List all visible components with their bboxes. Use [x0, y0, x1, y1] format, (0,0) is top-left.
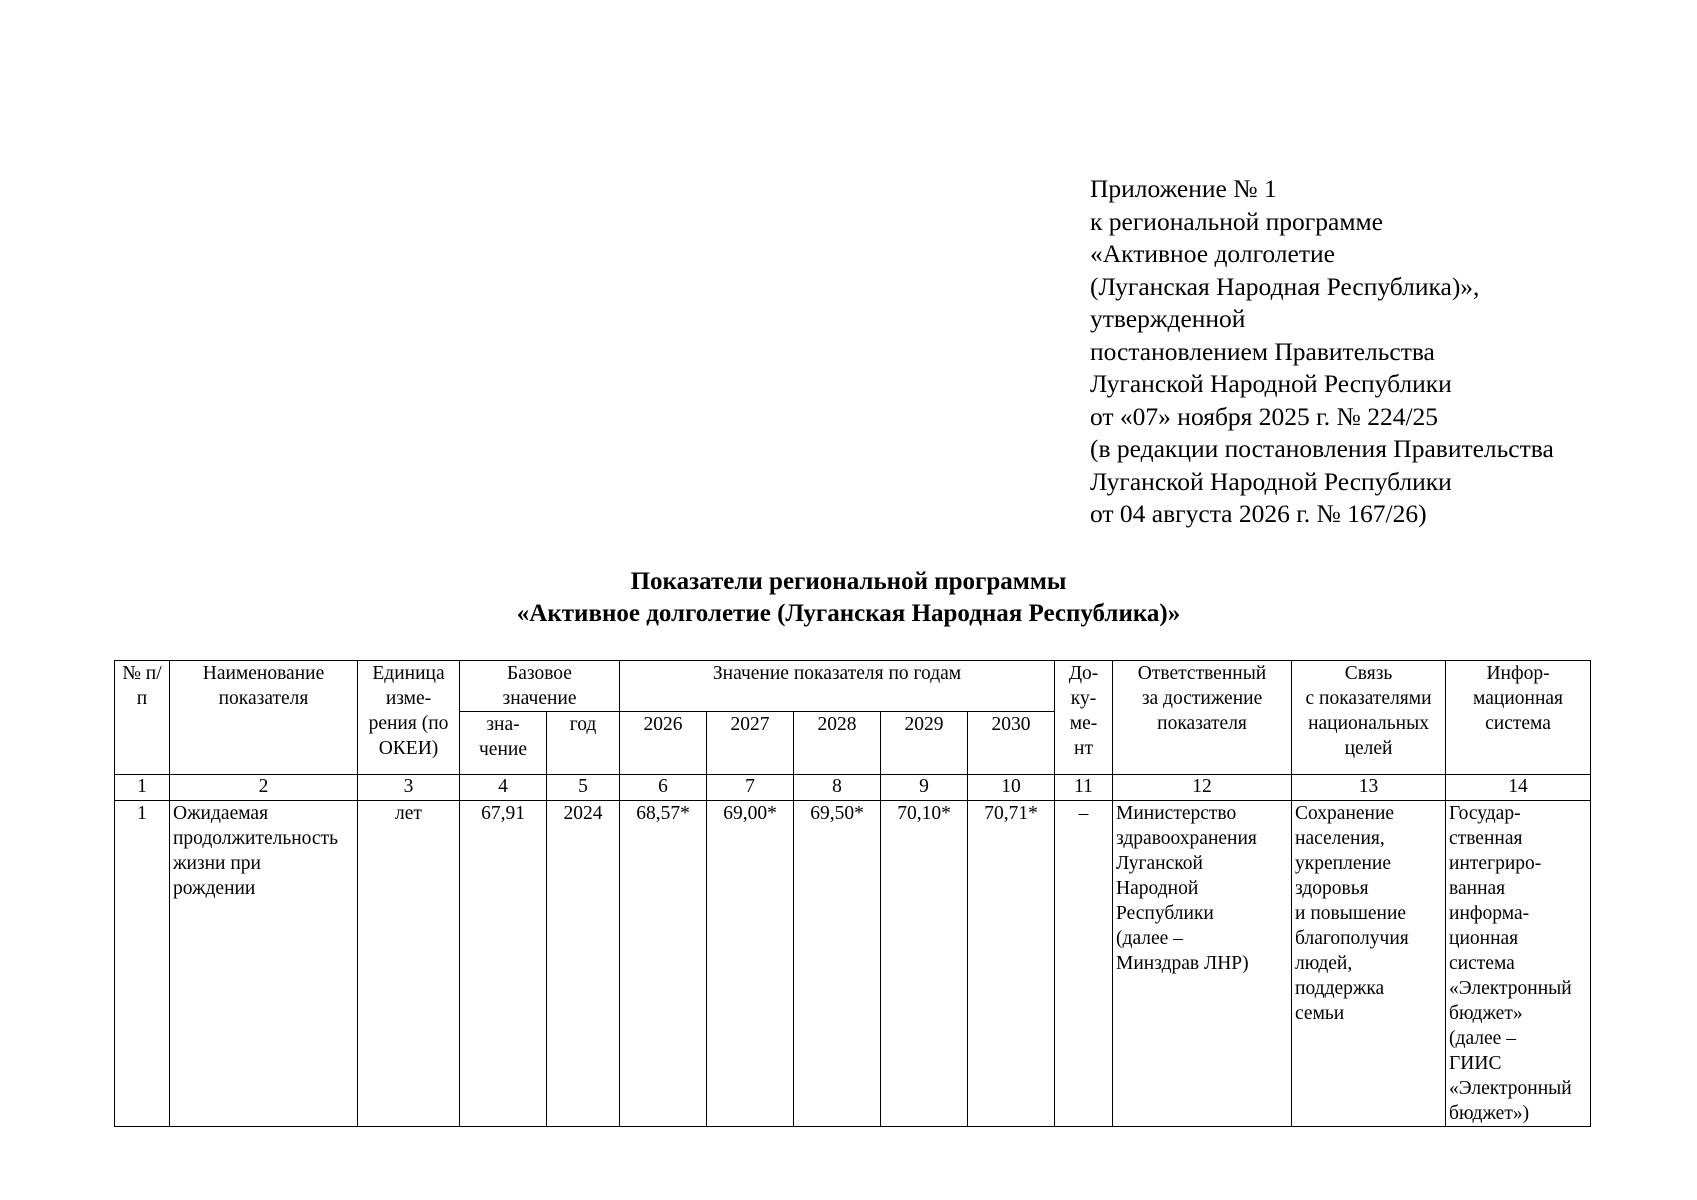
header-row-1 [115, 661, 1591, 712]
cell-value-2026: 68,57* [620, 801, 707, 1127]
document-title [0, 566, 1697, 630]
header-base: Базовое значение [460, 661, 620, 712]
cell-base-year: 2024 [547, 801, 620, 1127]
indicators-table [114, 660, 1591, 1127]
column-number: 1 [115, 775, 170, 801]
annex-line: Луганской Народной Республики [1090, 466, 1452, 496]
column-number: 13 [1292, 775, 1446, 801]
annex-line: «Активное долголетие [1090, 239, 1335, 268]
title-line-2: «Активное долголетие (Луганская Народная Республика)» [516, 600, 1181, 627]
annex-line: от «07» ноября 2025 г. № 224/25 [1090, 401, 1439, 431]
column-number: 6 [620, 775, 707, 801]
cell-num: 1 [115, 801, 170, 1127]
header-year: 2028 [794, 712, 881, 775]
header-year: 2027 [707, 712, 794, 775]
cell-responsible: Министерство здравоохранения Луганской Народной Республики (далее – Минздрав ЛНР) [1113, 801, 1292, 1127]
annex-line: (в редакции постановления Правительства [1090, 434, 1554, 463]
annex-line: от 04 августа 2026 г. № 167/26) [1090, 499, 1427, 528]
annex-line: утвержденной [1090, 304, 1246, 333]
annex-line: постановлением Правительства [1090, 336, 1435, 366]
cell-unit: лет [358, 801, 460, 1127]
annex-block [1090, 173, 1554, 531]
column-number: 8 [794, 775, 881, 801]
header-year: 2026 [620, 712, 707, 775]
header-by-years: Значение показателя по годам [620, 661, 1055, 712]
header-doc: До- ку- ме- нт [1055, 661, 1113, 775]
cell-info: Государ- ственная интегриро- ванная информа- ционная система «Электронный бюджет» (далее – ГИИС «Электронный бюджет») [1446, 801, 1591, 1127]
cell-name: Ожидаемая продолжительность жизни при рождении [170, 801, 358, 1127]
header-responsible: Ответственный за достижение показателя [1113, 661, 1292, 775]
column-numbers-row [115, 775, 1591, 801]
column-number: 12 [1113, 775, 1292, 801]
column-number: 14 [1446, 775, 1591, 801]
header-num: № п/п [115, 661, 170, 775]
table-row [115, 801, 1591, 1127]
title-line-1: Показатели региональной программы [630, 568, 1067, 595]
header-link: Связь с показателями национальных целей [1292, 661, 1446, 775]
cell-value-2028: 69,50* [794, 801, 881, 1127]
cell-value-2030: 70,71* [968, 801, 1055, 1127]
cell-doc: – [1055, 801, 1113, 1127]
column-number: 5 [547, 775, 620, 801]
cell-base-value: 67,91 [460, 801, 547, 1127]
cell-link: Сохранение населения, укрепление здоровья и повышение благополучия людей, поддержка семьи [1292, 801, 1446, 1127]
annex-line: Приложение № 1 [1090, 174, 1277, 203]
column-number: 11 [1055, 775, 1113, 801]
header-info: Инфор- мационная система [1446, 661, 1591, 775]
header-year: 2030 [968, 712, 1055, 775]
column-number: 3 [358, 775, 460, 801]
column-number: 4 [460, 775, 547, 801]
header-name: Наименование показателя [170, 661, 358, 775]
annex-line: к региональной программе [1090, 206, 1383, 236]
column-number: 9 [881, 775, 968, 801]
header-year: 2029 [881, 712, 968, 775]
header-unit: Единица изме- рения (по ОКЕИ) [358, 661, 460, 775]
column-number: 7 [707, 775, 794, 801]
annex-line: (Луганская Народная Республика)», [1090, 271, 1480, 301]
cell-value-2027: 69,00* [707, 801, 794, 1127]
header-base-year: год [547, 712, 620, 775]
column-number: 2 [170, 775, 358, 801]
cell-value-2029: 70,10* [881, 801, 968, 1127]
header-base-value: зна- чение [460, 712, 547, 775]
annex-line: Луганской Народной Республики [1090, 369, 1452, 398]
column-number: 10 [968, 775, 1055, 801]
